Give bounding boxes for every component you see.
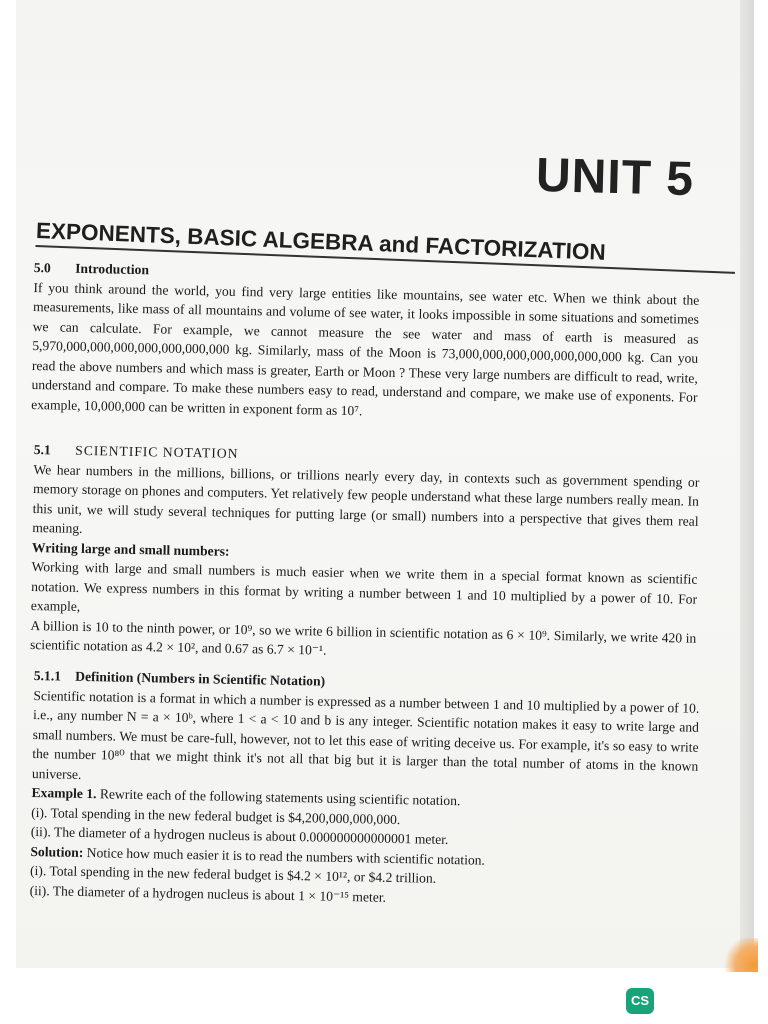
chapter-title: EXPONENTS, BASIC ALGEBRA and FACTORIZATION — [35, 218, 736, 274]
def-paragraph: Scientific notation is a format in which a number is expressed as a number between 1 and 10 multiplied by a power of 10. i.e., any number N = a × 10ᵇ, where 1 < a < 10 and b is any integer. Scientific notation makes it easy to write large and small numbers. We must be care-full, however, not to let this ease of writing deceive us. For example, it's so easy to write the number 10⁸⁰ that we might think it's not all that big but it is larger than the total number of atoms in the known universe. — [31, 687, 700, 782]
page-edge-shadow — [740, 0, 754, 968]
solution-item: (i). Total spending in the new federal budget is $4.2 × 10¹², or $4.2 trillion. — [29, 862, 437, 886]
example-item: (ii). The diameter of a hydrogen nucleus is about 0.000000000000001 meter. — [30, 823, 449, 847]
intro-section-number: 5.0 — [33, 259, 51, 276]
scientific-notation-section — [30, 440, 700, 667]
unit-label: UNIT 5 — [535, 148, 695, 207]
writing-heading: Writing large and small numbers: — [31, 539, 230, 559]
page-corner-curl — [722, 938, 758, 972]
camscanner-logo-icon: CS — [626, 988, 654, 1014]
sci-paragraph: We hear numbers in the millions, billions, or trillions nearly every day, in contexts such as government spending or memory storage on phones and computers. Yet relatively few people understand what these large numbers really mean. In this unit, we will study several techniques for putting large (or small) numbers into a perspective that gives them real meaning. — [32, 461, 700, 536]
example-text: Rewrite each of the following statements using scientific notation. — [99, 786, 461, 809]
sci-section-title: SCIENTIFIC NOTATION — [75, 442, 239, 461]
def-section-title: Definition (Numbers in Scientific Notation) — [75, 668, 326, 689]
sci-section-number: 5.1 — [33, 441, 51, 458]
example-title: Example 1. — [31, 784, 97, 802]
intro-paragraph: If you think around the world, you find very large entities like mountains, see water etc. When we think about the measurements, like mass of all mountains and volume of see water, it looks impossible in some situations and sometimes we can calculate. For example, we cannot measure the see water and mass of earth is measured as 5,970,000,000,000,000,000,000,000 kg. Similarly, mass of the Moon is 73,000,000,000,000,000,000,000 kg. Can you read the above numbers and which mass is greater, Earth or Moon ? These very large numbers are difficult to read, write, understand and compare. To make these numbers easy to read, understand and compare, we make use of exponents. For example, 10,000,000 can be written in exponent form as 10⁷. — [31, 279, 700, 418]
writing-paragraph: Working with large and small numbers is much easier when we write them in a special format known as scientific notation. We express numbers in this format by writing a number between 1 and 10 multiplied by a power of 10. For example, — [30, 558, 698, 614]
intro-section-title: Introduction — [75, 260, 150, 278]
def-section-number: 5.1.1 — [33, 667, 62, 684]
introduction-section — [31, 258, 700, 427]
solution-item: (ii). The diameter of a hydrogen nucleus is about 1 × 10⁻¹⁵ meter. — [29, 882, 387, 905]
solution-text: Notice how much easier it is to read the numbers with scientific notation. — [86, 844, 486, 868]
billion-paragraph: A billion is 10 to the ninth power, or 10⁹, so we write 6 billion in scientific notation as 6 × 10⁹. Similarly, we write 420 in scientific notation as 4.2 × 10², and 0.67 as 6.7 × 10⁻¹. — [29, 617, 697, 658]
solution-title: Solution: — [30, 843, 84, 860]
example-item: (i). Total spending in the new federal budget is $4,200,000,000,000. — [31, 804, 401, 827]
definition-section — [30, 666, 700, 913]
